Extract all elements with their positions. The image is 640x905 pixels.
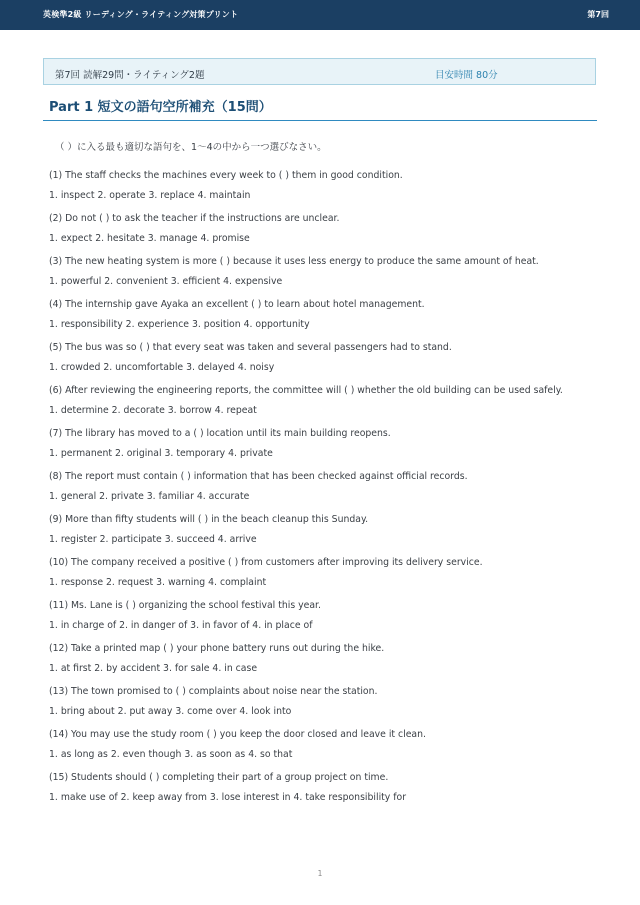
choices-text: 1. make use of 2. keep away from 3. lose interest in 4. take responsibility for bbox=[49, 792, 407, 803]
question-text: (1) The staff checks the machines every week to ( ) them in good condition. bbox=[49, 170, 403, 181]
lesson-number: 第7回 bbox=[587, 10, 609, 19]
question-text: (9) More than fifty students will ( ) in the beach cleanup this Sunday. bbox=[49, 514, 369, 525]
choices-text: 1. responsibility 2. experience 3. position 4. opportunity bbox=[49, 319, 310, 330]
choices-text: 1. in charge of 2. in danger of 3. in favor of 4. in place of bbox=[49, 620, 313, 631]
info-box bbox=[43, 58, 596, 85]
choices-text: 1. expect 2. hesitate 3. manage 4. promise bbox=[49, 233, 250, 244]
choices-text: 1. register 2. participate 3. succeed 4. arrive bbox=[49, 534, 257, 545]
question-text: (8) The report must contain ( ) information that has been checked against official records. bbox=[49, 471, 468, 482]
choices-text: 1. bring about 2. put away 3. come over 4. look into bbox=[49, 706, 292, 717]
question-text: (3) The new heating system is more ( ) because it uses less energy to produce the same amount of heat. bbox=[49, 256, 539, 267]
question-text: (6) After reviewing the engineering reports, the committee will ( ) whether the old building can be used safely. bbox=[49, 385, 563, 396]
header-bar bbox=[0, 0, 640, 30]
question-text: (14) You may use the study room ( ) you keep the door closed and leave it clean. bbox=[49, 729, 426, 740]
question-text: (10) The company received a positive ( ) from customers after improving its delivery service. bbox=[49, 557, 483, 568]
question-text: (7) The library has moved to a ( ) location until its main building reopens. bbox=[49, 428, 391, 439]
choices-text: 1. at first 2. by accident 3. for sale 4. in case bbox=[49, 663, 258, 674]
question-text: (13) The town promised to ( ) complaints about noise near the station. bbox=[49, 686, 378, 697]
part-divider bbox=[43, 120, 597, 121]
part-title: Part 1 短文の語句空所補充（15問） bbox=[49, 100, 272, 115]
question-text: (12) Take a printed map ( ) your phone battery runs out during the hike. bbox=[49, 643, 385, 654]
question-text: (5) The bus was so ( ) that every seat was taken and several passengers had to stand. bbox=[49, 342, 452, 353]
document-title: 英検準2級 リーディング・ライティング対策プリント bbox=[43, 10, 239, 19]
choices-text: 1. inspect 2. operate 3. replace 4. maintain bbox=[49, 190, 251, 201]
info-time: 目安時間 80分 bbox=[435, 70, 498, 81]
instruction-text: （ ）に入る最も適切な語句を、1〜4の中から一つ選びなさい。 bbox=[55, 142, 327, 153]
choices-text: 1. general 2. private 3. familiar 4. accurate bbox=[49, 491, 250, 502]
question-text: (2) Do not ( ) to ask the teacher if the instructions are unclear. bbox=[49, 213, 340, 224]
question-text: (4) The internship gave Ayaka an excellent ( ) to learn about hotel management. bbox=[49, 299, 425, 310]
question-text: (11) Ms. Lane is ( ) organizing the school festival this year. bbox=[49, 600, 321, 611]
choices-text: 1. powerful 2. convenient 3. efficient 4. expensive bbox=[49, 276, 283, 287]
page-number: 1 bbox=[317, 869, 323, 878]
question-text: (15) Students should ( ) completing their part of a group project on time. bbox=[49, 772, 389, 783]
choices-text: 1. determine 2. decorate 3. borrow 4. repeat bbox=[49, 405, 257, 416]
choices-text: 1. permanent 2. original 3. temporary 4. private bbox=[49, 448, 273, 459]
choices-text: 1. crowded 2. uncomfortable 3. delayed 4. noisy bbox=[49, 362, 275, 373]
choices-text: 1. as long as 2. even though 3. as soon as 4. so that bbox=[49, 749, 293, 760]
choices-text: 1. response 2. request 3. warning 4. complaint bbox=[49, 577, 267, 588]
info-summary: 第7回 読解29問・ライティング2題 bbox=[55, 70, 205, 81]
